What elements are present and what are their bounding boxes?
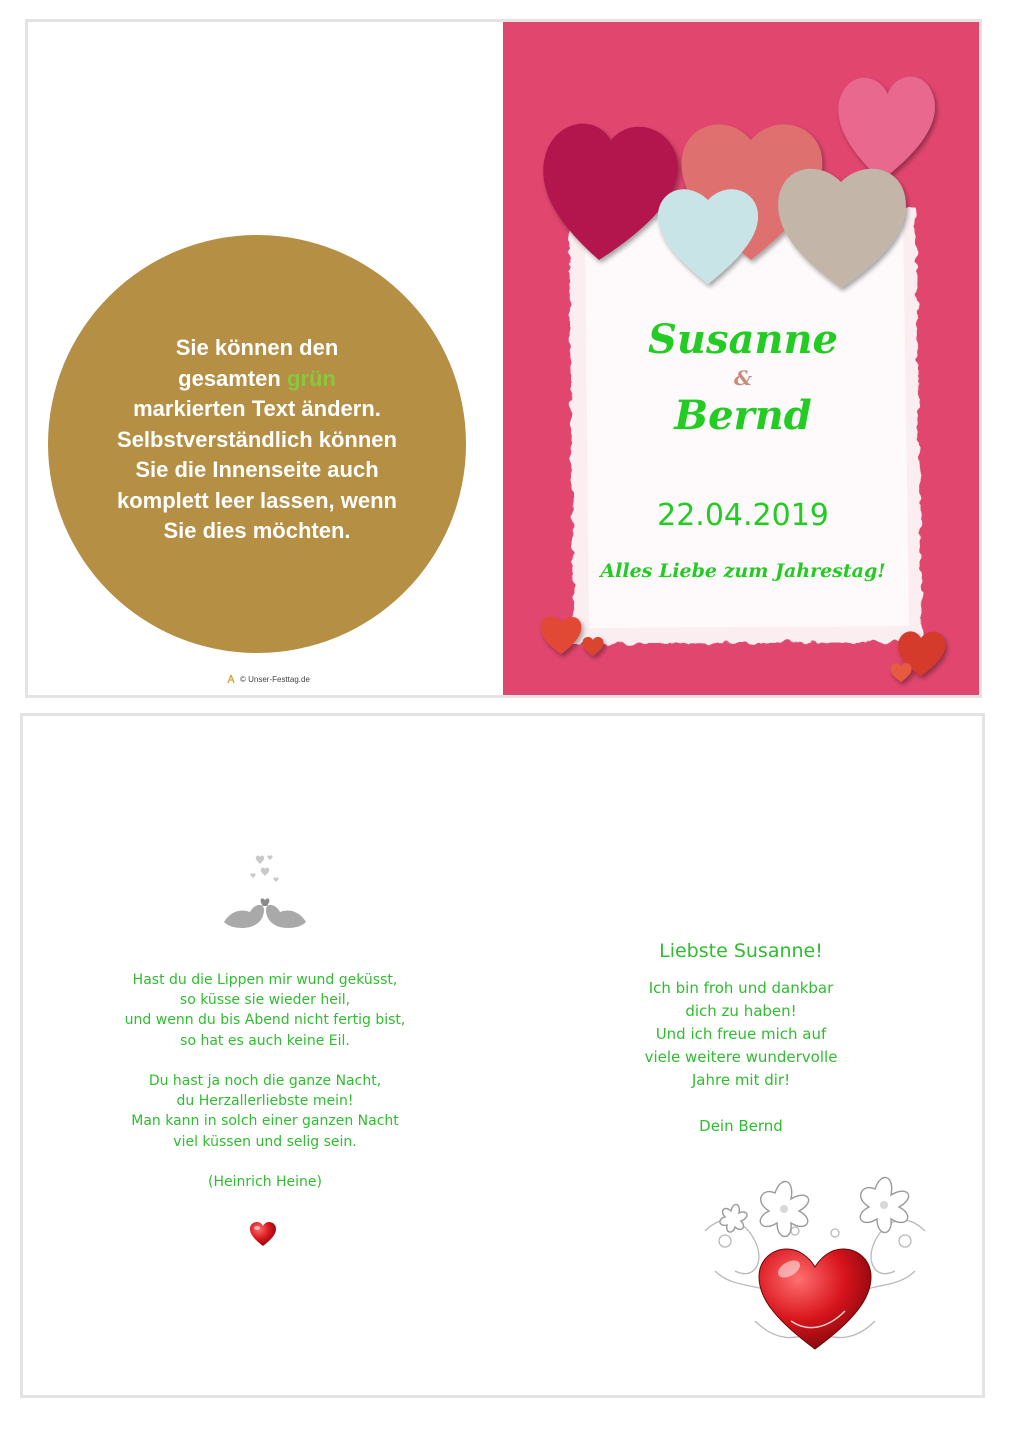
poem-line: Man kann in solch einer ganzen Nacht (131, 1113, 399, 1130)
poem-line: so küsse sie wieder heil, (179, 992, 351, 1009)
cover-date: 22.04.2019 (657, 498, 829, 533)
poem-stanza-1 (115, 970, 415, 1051)
letter-line: viele weitere wundervolle (644, 1048, 838, 1066)
love-birds-icon (220, 854, 310, 934)
info-text (77, 333, 437, 547)
inner-sheet (20, 713, 985, 1398)
poem-line: und wenn du bis Abend nicht fertig bist, (124, 1012, 406, 1029)
letter-line: Und ich freue mich auf (655, 1025, 827, 1043)
info-line: Sie die Innenseite auch (135, 457, 379, 483)
letter (631, 940, 851, 1161)
flower-heart-icon (695, 1171, 935, 1361)
small-red-heart-icon (248, 1220, 278, 1248)
cover-name-2: Bernd (674, 392, 812, 439)
poem-line: so hat es auch keine Eil. (180, 1032, 350, 1049)
cover-ampersand: & (733, 366, 753, 390)
cover-greeting: Alles Liebe zum Jahrestag! (600, 560, 886, 582)
poem-stanza-2 (115, 1071, 415, 1152)
info-line (77, 364, 437, 395)
info-line: Selbstverständlich können (117, 426, 397, 452)
info-line-pre: gesamten (178, 365, 287, 391)
poem-line: du Herzallerliebste mein! (176, 1093, 354, 1110)
info-line: Sie können den (175, 335, 339, 361)
info-circle (48, 235, 466, 653)
info-green-word: grün (286, 365, 336, 391)
poem-line: viel küssen und selig sein. (173, 1133, 357, 1150)
cover-page (503, 22, 979, 695)
brand-logo-icon (226, 674, 236, 684)
info-line: komplett leer lassen, wenn (117, 487, 397, 513)
info-line: markierten Text ändern. (133, 396, 381, 422)
cover-name-1: Susanne (647, 316, 839, 363)
poem (115, 970, 415, 1212)
poem-line: Du hast ja noch die ganze Nacht, (148, 1073, 382, 1089)
letter-line: dich zu haben! (685, 1002, 797, 1020)
outer-sheet (25, 19, 982, 698)
letter-line: Jahre mit dir! (691, 1071, 791, 1089)
letter-title: Liebste Susanne! (659, 940, 823, 962)
letter-line: Ich bin froh und dankbar (648, 979, 834, 997)
brand-footer (226, 674, 310, 684)
brand-text: © Unser-Festtag.de (240, 674, 310, 684)
letter-signature: Dein Bernd (699, 1117, 783, 1135)
info-line: Sie dies möchten. (163, 518, 351, 544)
poem-line: Hast du die Lippen mir wund geküsst, (132, 972, 398, 988)
poem-author: (Heinrich Heine) (207, 1174, 322, 1190)
letter-body (631, 977, 851, 1092)
